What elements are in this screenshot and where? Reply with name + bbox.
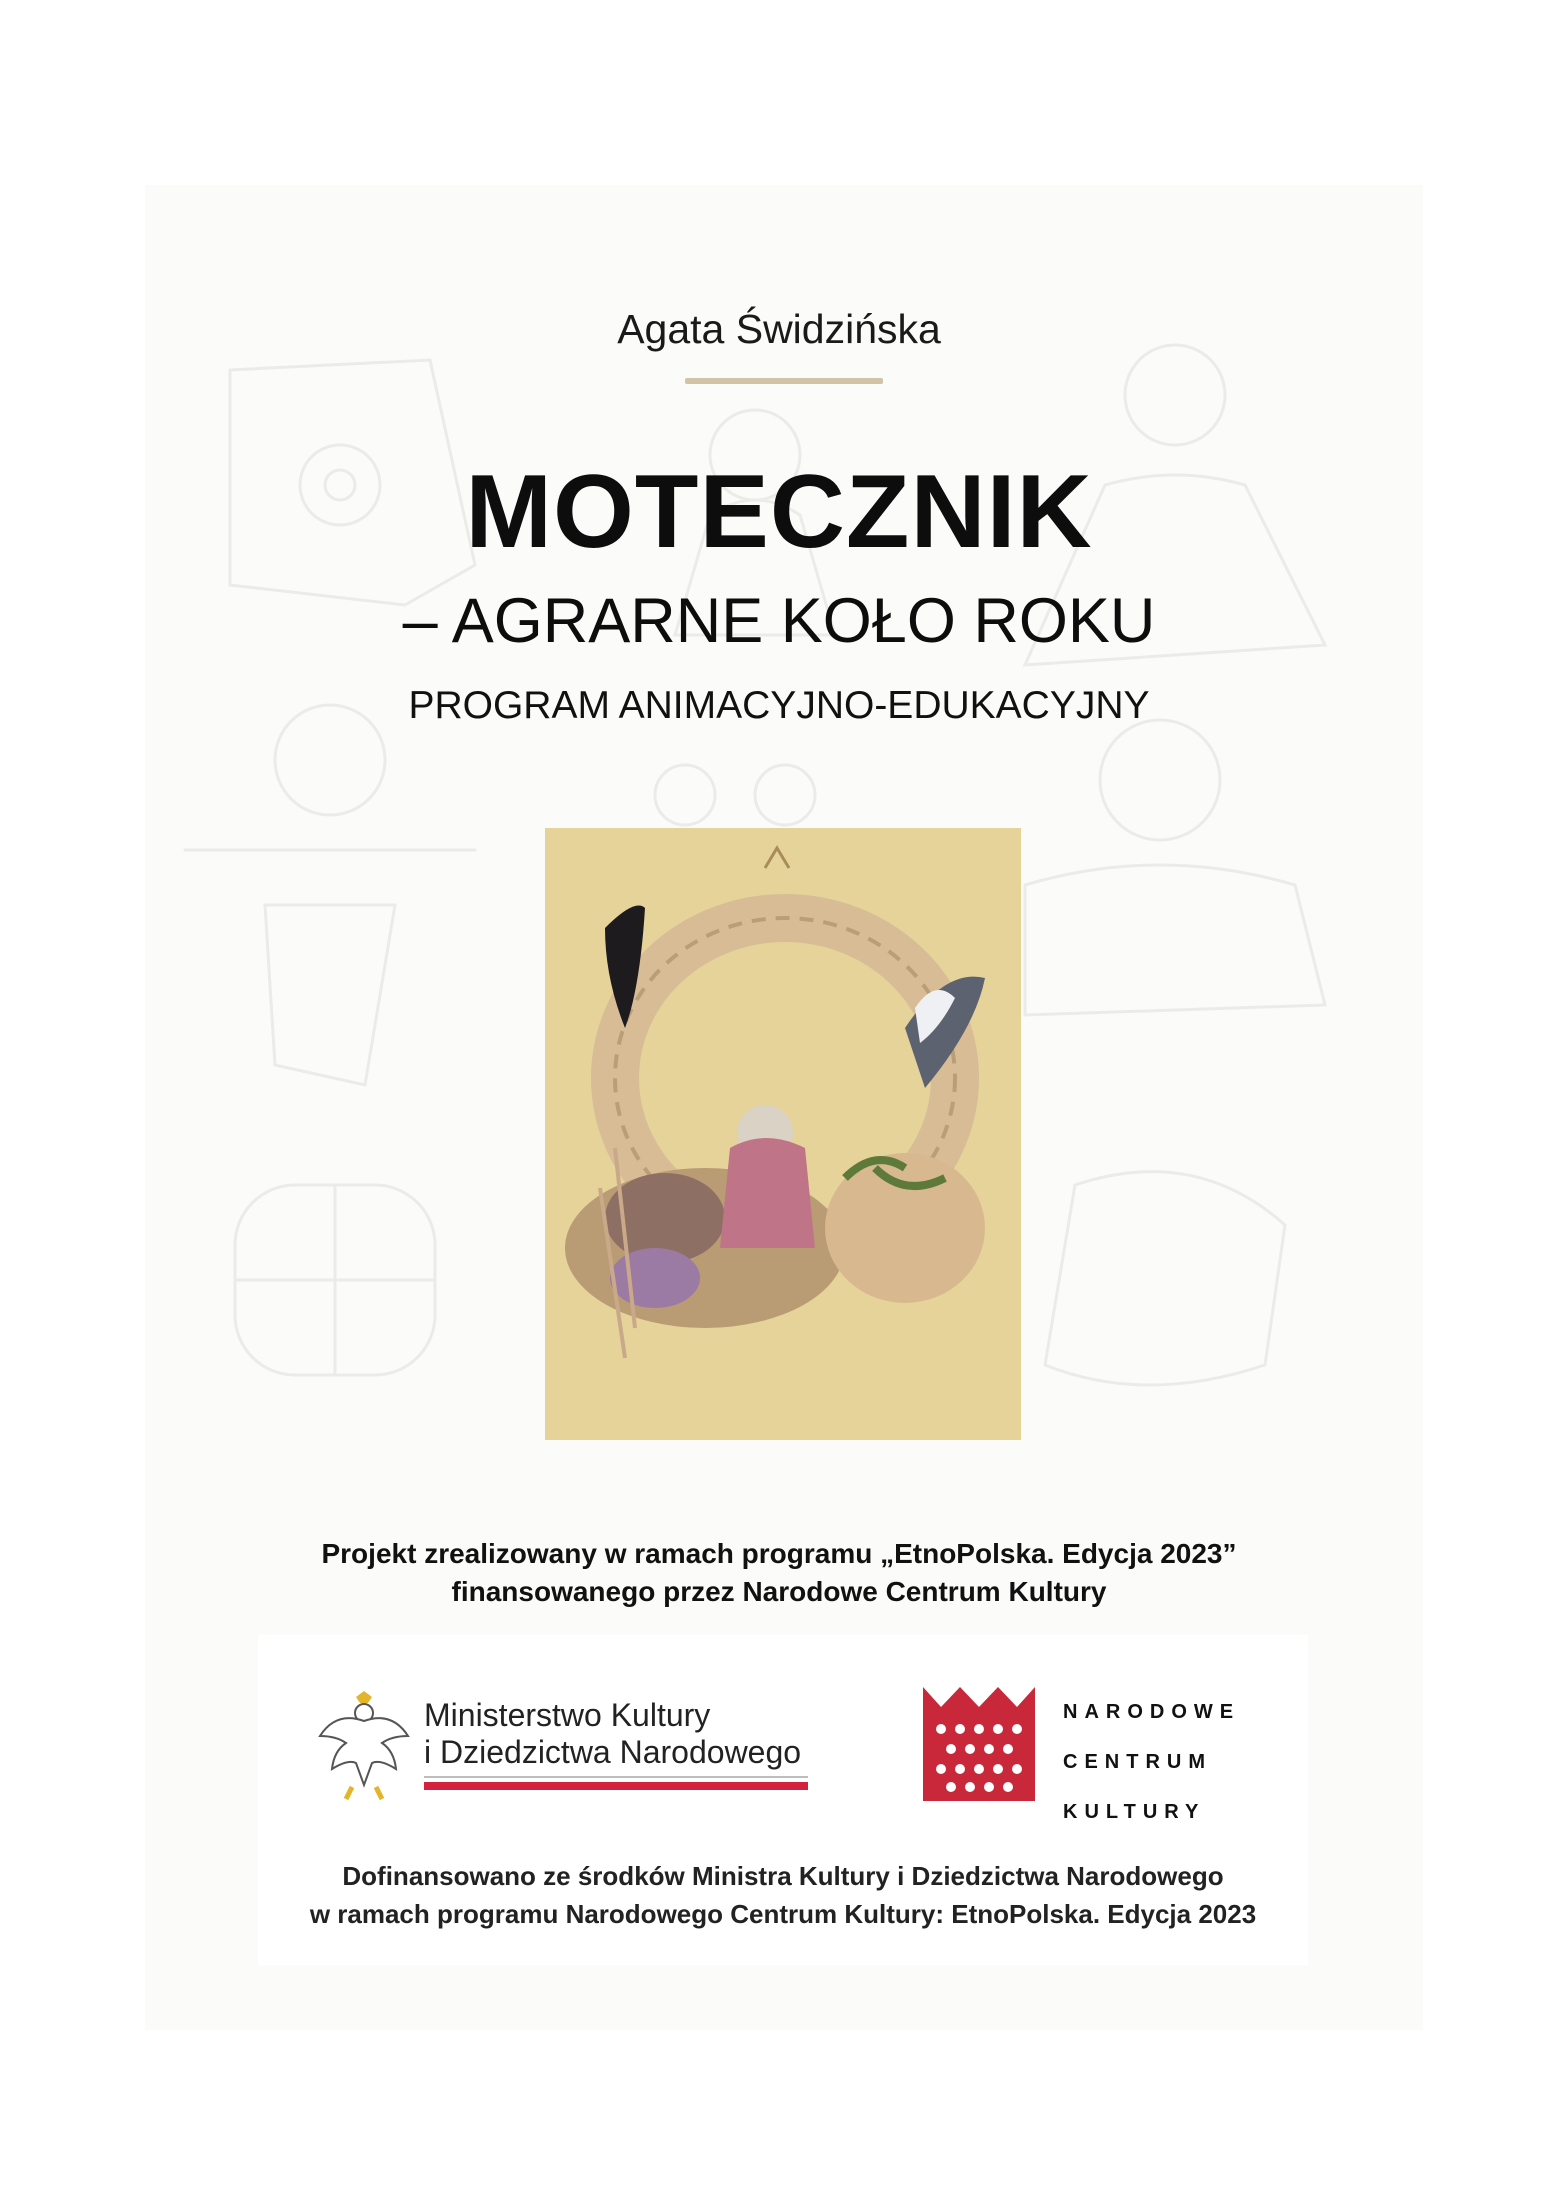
polish-eagle-icon	[316, 1691, 412, 1801]
nck-crown-icon	[923, 1687, 1035, 1801]
ministry-name-line2: i Dziedzictwa Narodowego	[424, 1734, 802, 1770]
project-note-line2: finansowanego przez Narodowe Centrum Kultury	[451, 1576, 1107, 1607]
program-label: PROGRAM ANIMACYJNO-EDUKACYJNY	[408, 684, 1150, 727]
project-note	[0, 1535, 1558, 1611]
sponsor-logos-panel	[258, 1635, 1308, 1965]
ministry-name-line1: Ministerstwo Kultury	[424, 1697, 711, 1733]
document-subtitle: – AGRARNE KOŁO ROKU	[402, 586, 1156, 656]
ministry-logo	[316, 1691, 836, 1811]
author-name: Agata Świdzińska	[617, 306, 941, 352]
nck-word-3: KULTURY	[1063, 1801, 1206, 1823]
funding-note-line2: w ramach programu Narodowego Centrum Kultury: EtnoPolska. Edycja 2023	[309, 1899, 1257, 1929]
nck-wordmark	[1063, 1687, 1240, 1837]
funding-note	[258, 1857, 1308, 1933]
funding-note-line1: Dofinansowano ze środków Ministra Kultury i Dziedzictwa Narodowego	[342, 1861, 1224, 1891]
nck-word-1: NARODOWE	[1063, 1701, 1241, 1723]
ministry-name	[424, 1697, 801, 1771]
nck-word-2: CENTRUM	[1063, 1751, 1212, 1773]
ministry-red-bar	[424, 1782, 808, 1790]
project-note-line1: Projekt zrealizowany w ramach programu „EtnoPolska. Edycja 2023”	[321, 1538, 1237, 1569]
wreath-photo	[545, 828, 1021, 1440]
document-title: MOTECZNIK	[465, 454, 1093, 570]
ministry-gray-bar	[424, 1776, 808, 1778]
title-divider	[685, 378, 883, 384]
nck-logo	[923, 1687, 1283, 1823]
